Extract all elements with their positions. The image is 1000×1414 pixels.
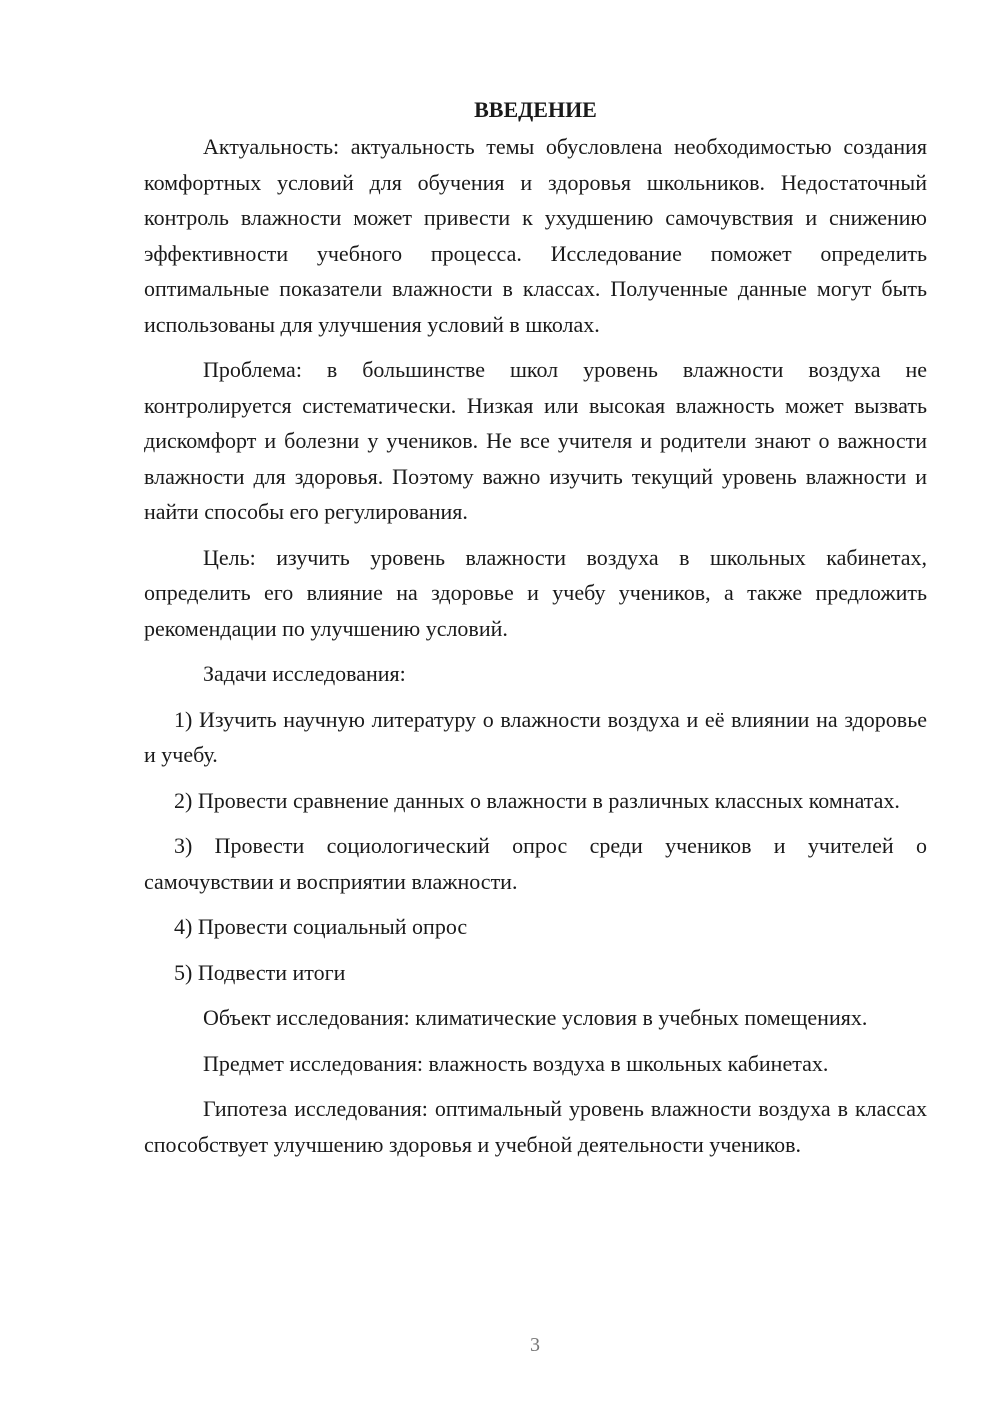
object-paragraph: Объект исследования: климатические условия в учебных помещениях. (203, 1005, 868, 1030)
hypothesis-paragraph: Гипотеза исследования: оптимальный уровень влажности воздуха в классах способствует улучшению здоровья и учебной деятельности учеников. (144, 1096, 927, 1157)
relevance-paragraph: Актуальность: актуальность темы обусловлена необходимостью создания комфортных условий для обучения и здоровья школьников. Недостаточный контроль влажности может привести к ухудшению самочувствия и снижению эффективности учебного процесса. Исследование поможет определить оптимальные показатели влажности в классах. Полученные данные могут быть использованы для улучшения условий в школах. (144, 134, 927, 337)
section-title: ВВЕДЕНИЕ (474, 97, 597, 122)
task-item-3: 3) Провести социологический опрос среди учеников и учителей о самочувствии и восприятии влажности. (144, 833, 927, 894)
task-item-2: 2) Провести сравнение данных о влажности в различных классных комнатах. (174, 787, 900, 813)
tasks-heading: Задачи исследования: (203, 661, 406, 686)
task-item-1: 1) Изучить научную литературу о влажности воздуха и её влиянии на здоровье и учебу. (144, 706, 927, 767)
page-number: 3 (530, 1334, 540, 1356)
subject-paragraph: Предмет исследования: влажность воздуха в школьных кабинетах. (203, 1050, 829, 1076)
document-page (144, 92, 927, 1172)
problem-paragraph: Проблема: в большинстве школ уровень влажности воздуха не контролируется систематически. Низкая или высокая влажность может вызвать дискомфорт и болезни у учеников. Не все учителя и родители знают о важности влажности для здоровья. Поэтому важно изучить текущий уровень влажности и найти способы его регулирования. (144, 357, 927, 524)
task-item-5: 5) Подвести итоги (174, 959, 346, 985)
task-item-4: 4) Провести социальный опрос (174, 914, 468, 939)
goal-paragraph: Цель: изучить уровень влажности воздуха в школьных кабинетах, определить его влияние на здоровье и учебу учеников, а также предложить рекомендации по улучшению условий. (144, 544, 927, 641)
